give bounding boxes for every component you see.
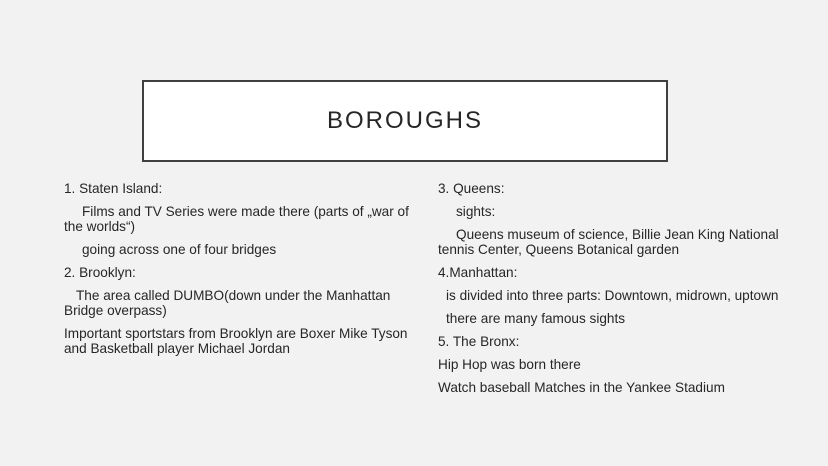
left-paragraph: Important sportstars from Brooklyn are Boxer Mike Tyson and Basketball player Michael Jordan: [64, 326, 408, 356]
left-column: [64, 181, 418, 364]
right-paragraph: there are many famous sights: [446, 311, 626, 326]
right-paragraph: 4.Manhattan:: [438, 265, 518, 280]
right-paragraph: 3. Queens:: [438, 181, 505, 196]
slide-title: BOROUGHS: [326, 107, 483, 134]
right-column: [438, 181, 798, 403]
left-paragraph: 1. Staten Island:: [64, 181, 163, 196]
right-paragraph: sights:: [456, 204, 496, 219]
right-paragraph: 5. The Bronx:: [438, 334, 520, 349]
left-paragraph: going across one of four bridges: [82, 242, 277, 257]
left-paragraph: 2. Brooklyn:: [64, 265, 136, 280]
title-box: [142, 80, 668, 162]
right-paragraph: Queens museum of science, Billie Jean King National tennis Center, Queens Botanical garden: [438, 227, 779, 257]
right-paragraph: is divided into three parts: Downtown, midrown, uptown: [446, 288, 779, 303]
left-paragraph: Films and TV Series were made there (parts of „war of the worlds“): [64, 204, 409, 234]
right-paragraph: Hip Hop was born there: [438, 357, 581, 372]
left-paragraph: The area called DUMBO(down under the Manhattan Bridge overpass): [64, 288, 391, 318]
right-paragraph: Watch baseball Matches in the Yankee Stadium: [438, 380, 725, 395]
